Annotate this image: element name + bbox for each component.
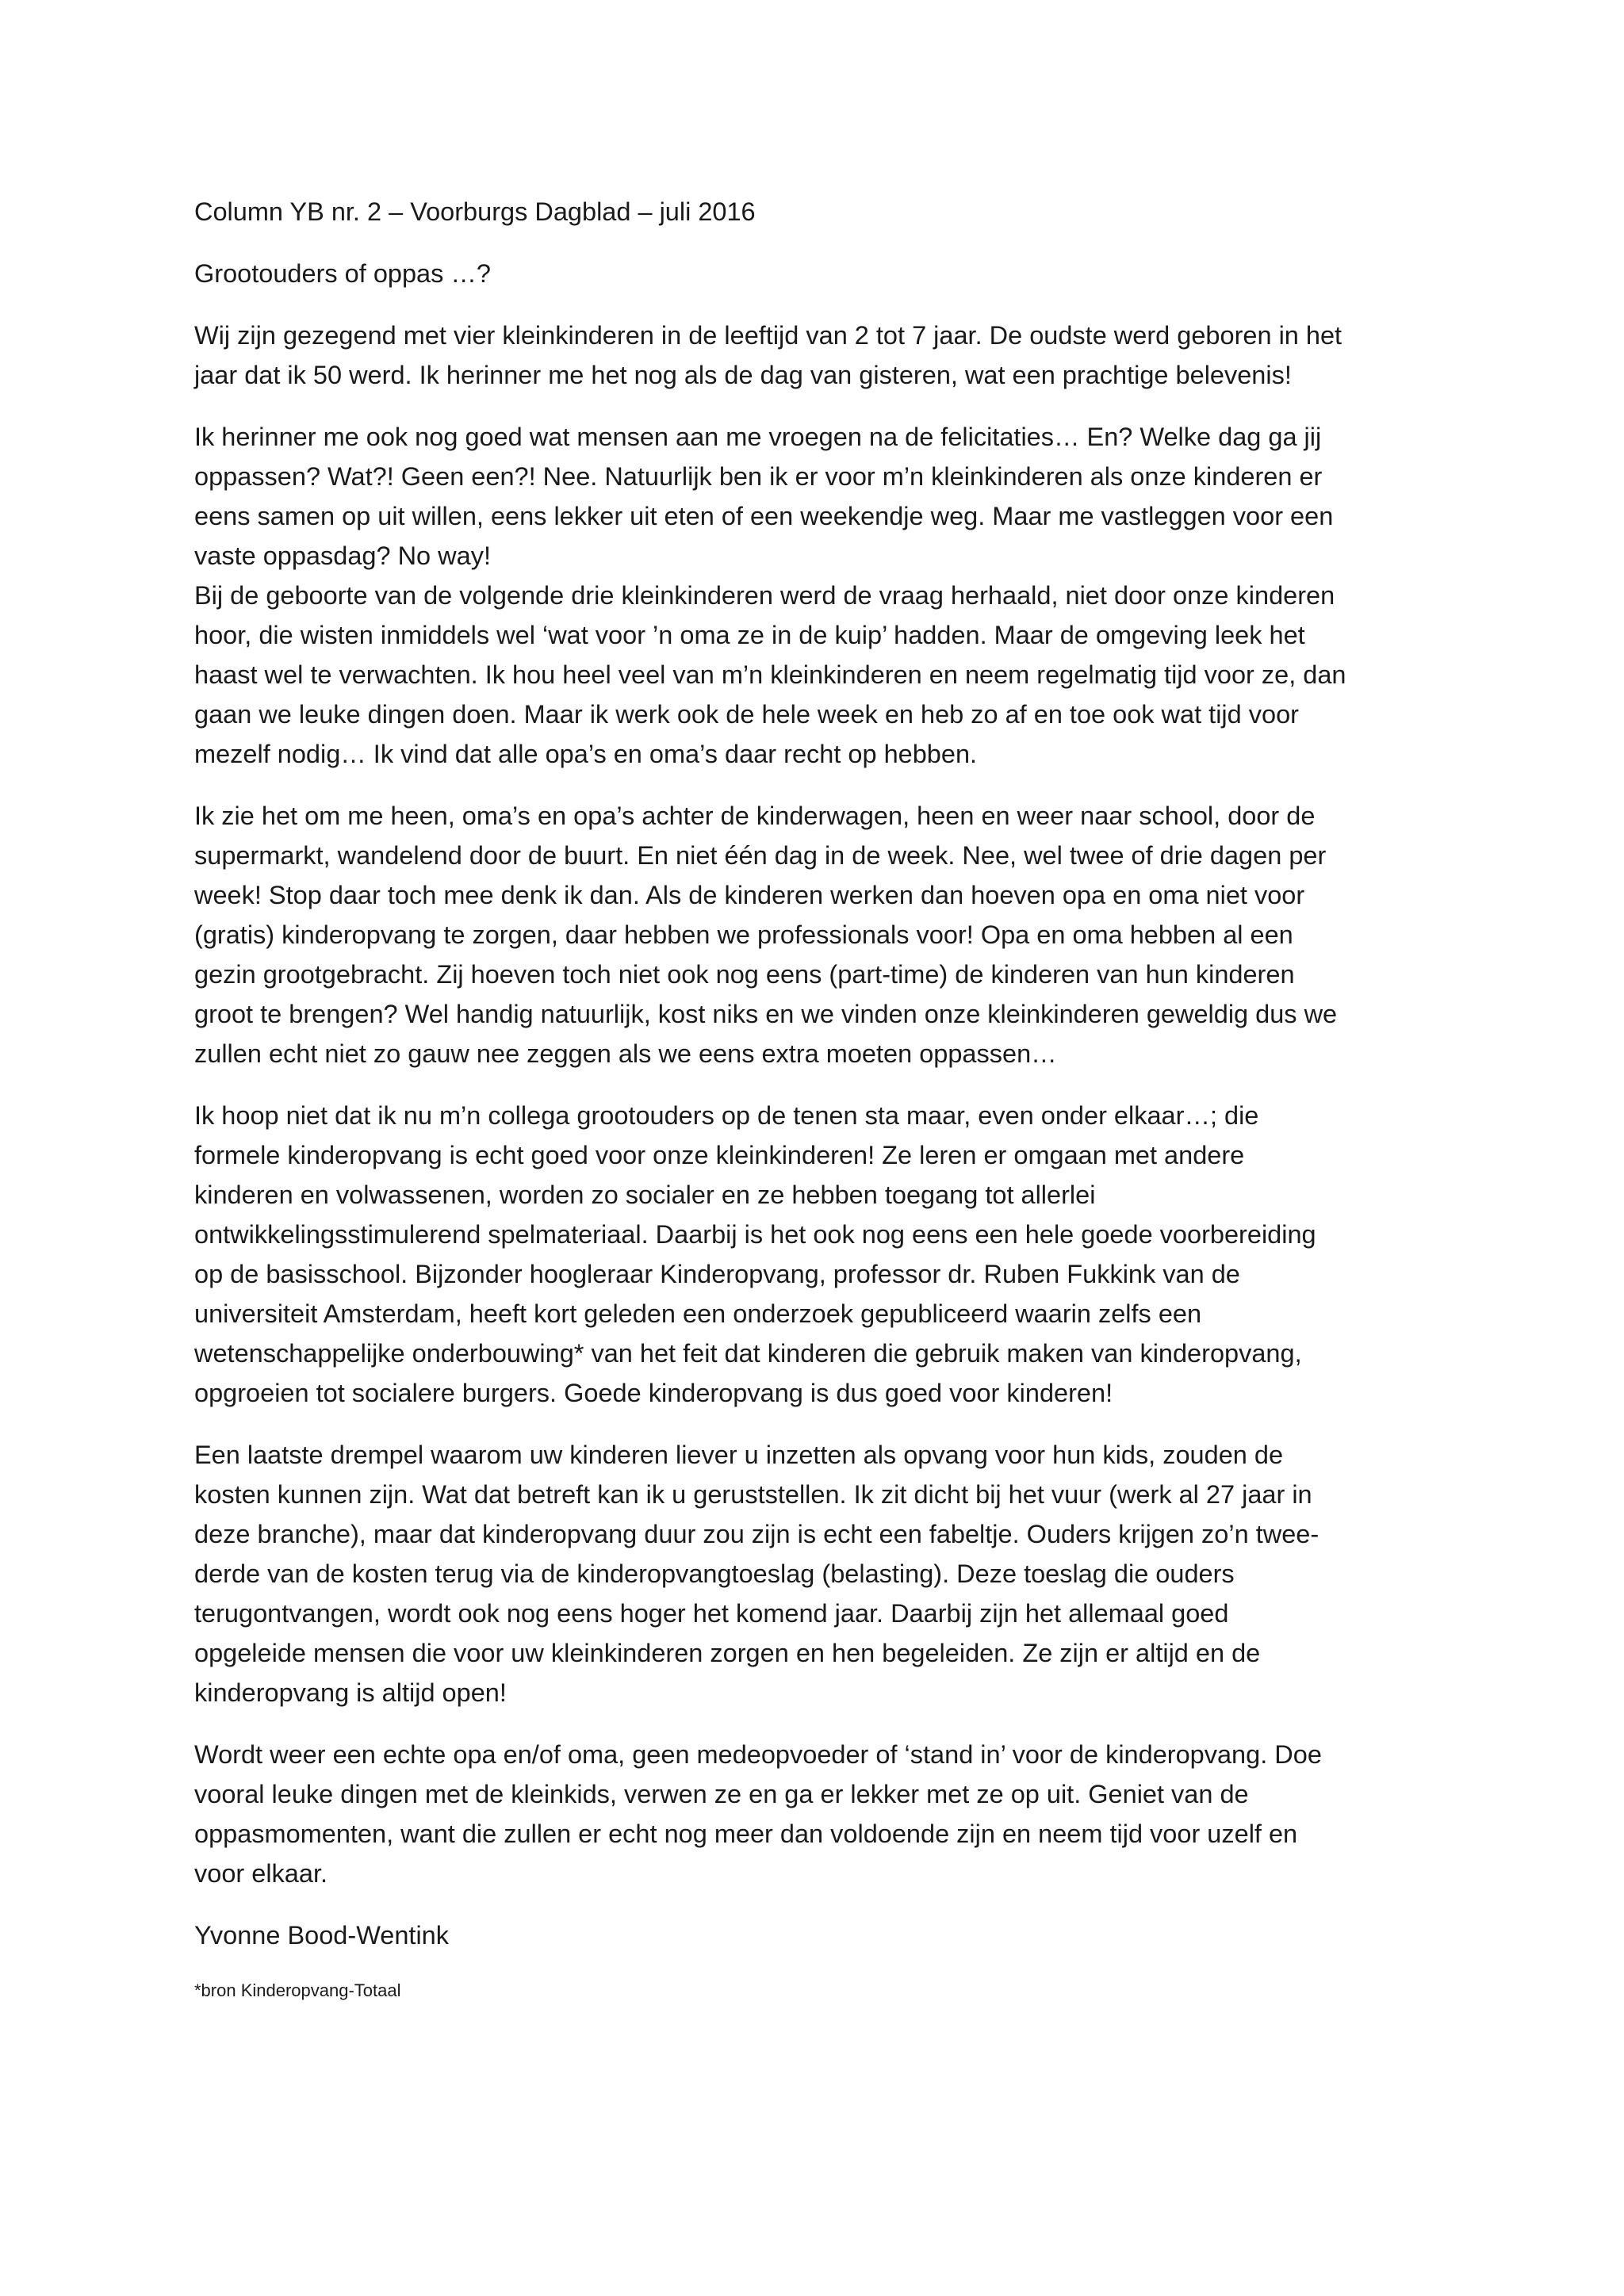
paragraph-line: oppasmomenten, want die zullen er echt nog meer dan voldoende zijn en neem tijd voor uzelf en (194, 1820, 1298, 1848)
paragraph-line: Ik zie het om me heen, oma’s en opa’s achter de kinderwagen, heen en weer naar school, door de (194, 802, 1316, 830)
paragraph-line: hoor, die wisten inmiddels wel ‘wat voor ’n oma ze in de kuip’ hadden. Maar de omgeving leek het (194, 621, 1305, 649)
paragraph-line: (gratis) kinderopvang te zorgen, daar hebben we professionals voor! Opa en oma hebben al een (194, 920, 1293, 949)
paragraph-2 (194, 417, 1451, 774)
paragraph-1 (194, 316, 1451, 395)
paragraph-line: kinderen en volwassenen, worden zo socialer en ze hebben toegang tot allerlei (194, 1181, 1096, 1209)
paragraph-line: gaan we leuke dingen doen. Maar ik werk ook de hele week en heb zo af en toe ook wat tijd voor (194, 700, 1299, 729)
paragraph-3 (194, 796, 1451, 1073)
paragraph-line: terugontvangen, wordt ook nog eens hoger het komend jaar. Daarbij zijn het allemaal goed (194, 1599, 1229, 1628)
paragraph-4 (194, 1096, 1451, 1413)
paragraph-line: opgeleide mensen die voor uw kleinkinderen zorgen en hen begeleiden. Ze zijn er altijd en de (194, 1639, 1261, 1667)
footnote: *bron Kinderopvang-Totaal (194, 1980, 401, 2000)
document-body (194, 192, 1451, 2003)
paragraph-line: voor elkaar. (194, 1859, 328, 1888)
column-header: Column YB nr. 2 – Voorburgs Dagblad – juli 2016 (194, 197, 756, 226)
paragraph-line: jaar dat ik 50 werd. Ik herinner me het nog als de dag van gisteren, wat een prachtige belevenis! (194, 361, 1292, 389)
paragraph-line: op de basisschool. Bijzonder hoogleraar Kinderopvang, professor dr. Ruben Fukkink van de (194, 1260, 1240, 1288)
paragraph-line: derde van de kosten terug via de kinderopvangtoeslag (belasting). Deze toeslag die ouders (194, 1559, 1235, 1588)
paragraph-line: groot te brengen? Wel handig natuurlijk, kost niks en we vinden onze kleinkinderen geweldig dus we (194, 1000, 1338, 1028)
author-signature: Yvonne Bood-Wentink (194, 1921, 450, 1950)
paragraph-5 (194, 1435, 1451, 1712)
paragraph-line: week! Stop daar toch mee denk ik dan. Als de kinderen werken dan hoeven opa en oma niet voor (194, 881, 1305, 909)
paragraph-line: wetenschappelijke onderbouwing* van het feit dat kinderen die gebruik maken van kinderopvang, (194, 1339, 1302, 1368)
paragraph-line: oppassen? Wat?! Geen een?! Nee. Natuurlijk ben ik er voor m’n kleinkinderen als onze kinderen er (194, 462, 1323, 491)
paragraph-6 (194, 1735, 1451, 1893)
paragraph-line: opgroeien tot socialere burgers. Goede kinderopvang is dus goed voor kinderen! (194, 1379, 1113, 1407)
paragraph-line: deze branche), maar dat kinderopvang duur zou zijn is echt een fabeltje. Ouders krijgen zo’n twee- (194, 1520, 1320, 1548)
paragraph-line: formele kinderopvang is echt goed voor onze kleinkinderen! Ze leren er omgaan met andere (194, 1141, 1245, 1169)
paragraph-line: supermarkt, wandelend door de buurt. En niet één dag in de week. Nee, wel twee of drie dagen per (194, 841, 1327, 870)
paragraph-line: mezelf nodig… Ik vind dat alle opa’s en oma’s daar recht op hebben. (194, 740, 978, 768)
paragraph-line: Wij zijn gezegend met vier kleinkinderen in de leeftijd van 2 tot 7 jaar. De oudste werd geboren in het (194, 321, 1342, 350)
paragraph-line: haast wel te verwachten. Ik hou heel veel van m’n kleinkinderen en neem regelmatig tijd voor ze, dan (194, 660, 1346, 689)
paragraph-line: Bij de geboorte van de volgende drie kleinkinderen werd de vraag herhaald, niet door onze kinderen (194, 581, 1335, 610)
paragraph-line: zullen echt niet zo gauw nee zeggen als we eens extra moeten oppassen… (194, 1039, 1057, 1068)
column-title: Grootouders of oppas …? (194, 259, 491, 288)
paragraph-line: vaste oppasdag? No way! (194, 541, 491, 570)
paragraph-line: Een laatste drempel waarom uw kinderen liever u inzetten als opvang voor hun kids, zouden de (194, 1441, 1284, 1469)
paragraph-line: vooral leuke dingen met de kleinkids, verwen ze en ga er lekker met ze op uit. Geniet van de (194, 1780, 1249, 1808)
paragraph-line: eens samen op uit willen, eens lekker uit eten of een weekendje weg. Maar me vastleggen voor een (194, 502, 1334, 530)
paragraph-line: kosten kunnen zijn. Wat dat betreft kan ik u geruststellen. Ik zit dicht bij het vuur (werk al 27 jaar in (194, 1480, 1312, 1509)
paragraph-line: ontwikkelingsstimulerend spelmateriaal. Daarbij is het ook nog eens een hele goede voorbereiding (194, 1220, 1316, 1249)
paragraph-line: Ik hoop niet dat ik nu m’n collega grootouders op de tenen sta maar, even onder elkaar…; die (194, 1101, 1259, 1130)
paragraph-line: gezin grootgebracht. Zij hoeven toch niet ook nog eens (part-time) de kinderen van hun kinderen (194, 960, 1295, 989)
paragraph-line: Ik herinner me ook nog goed wat mensen aan me vroegen na de felicitaties… En? Welke dag ga jij (194, 423, 1322, 451)
paragraph-line: kinderopvang is altijd open! (194, 1678, 507, 1707)
paragraph-line: universiteit Amsterdam, heeft kort geleden een onderzoek gepubliceerd waarin zelfs een (194, 1299, 1202, 1328)
paragraph-line: Wordt weer een echte opa en/of oma, geen medeopvoeder of ‘stand in’ voor de kinderopvang. Doe (194, 1740, 1322, 1769)
